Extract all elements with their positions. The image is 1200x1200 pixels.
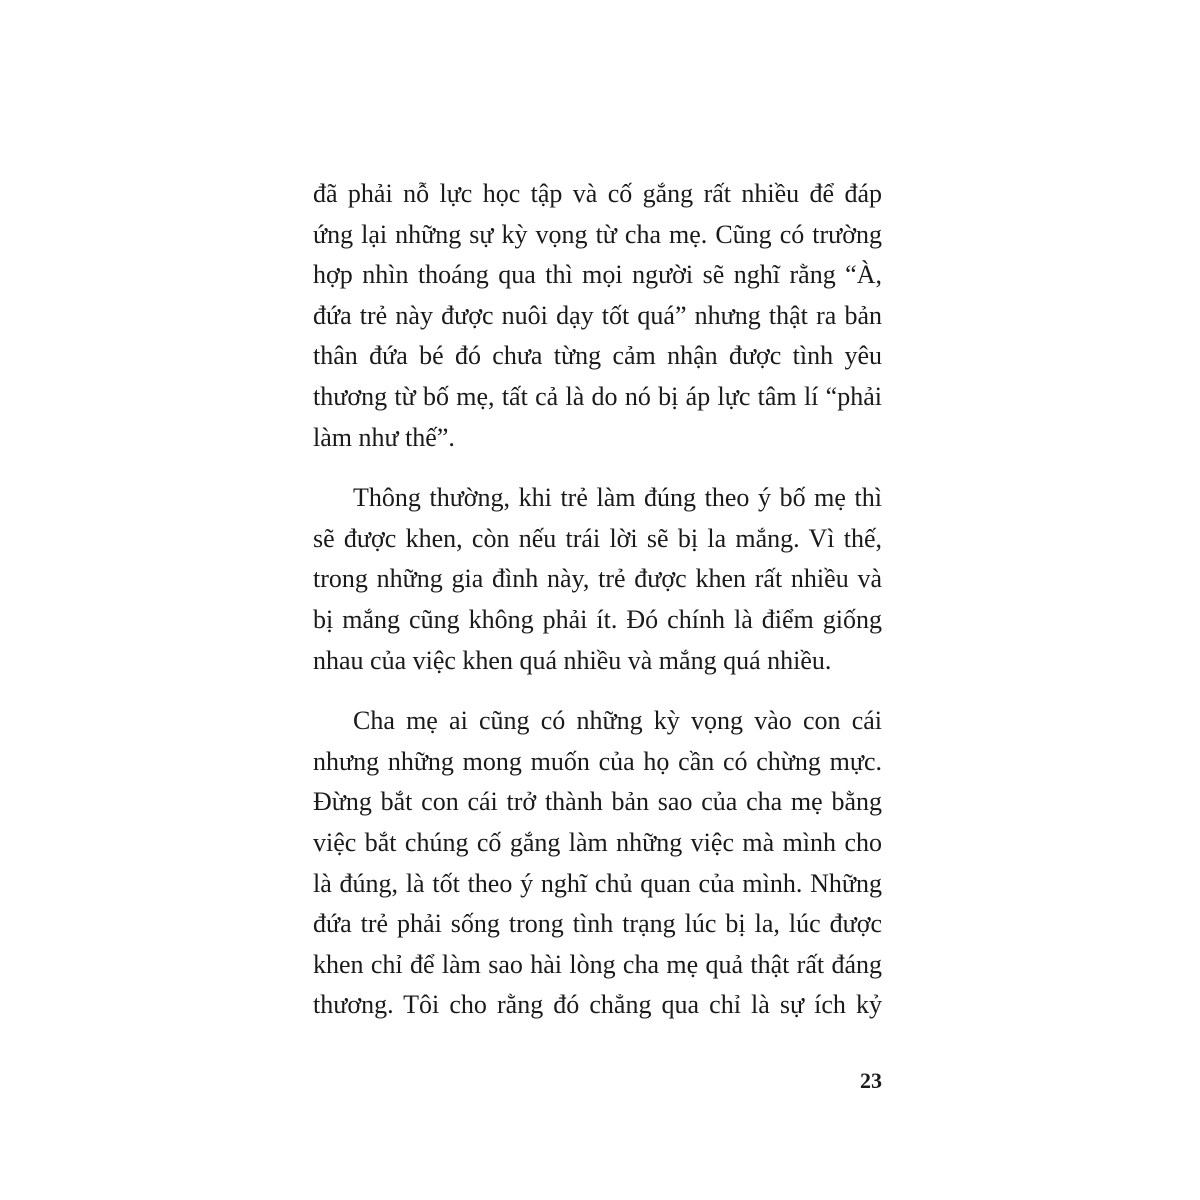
text-line: trong những gia đình này, trẻ được khen rất nhiều và — [313, 564, 882, 594]
text-line: thương. Tôi cho rằng đó chẳng qua chỉ là sự ích kỷ — [313, 990, 882, 1020]
text-line: khen chỉ để làm sao hài lòng cha mẹ quả thật rất đáng — [313, 949, 882, 979]
text-line: thương từ bố mẹ, tất cả là do nó bị áp lực tâm lí “phải — [313, 381, 882, 411]
paragraph-3 — [313, 701, 882, 1026]
text-line: đã phải nỗ lực học tập và cố gắng rất nhiều để đáp — [313, 179, 882, 208]
text-line: Cha mẹ ai cũng có những kỳ vọng vào con cái — [353, 706, 882, 736]
text-line: Đừng bắt con cái trở thành bản sao của cha mẹ bằng — [313, 787, 882, 817]
text-line: Thông thường, khi trẻ làm đúng theo ý bố mẹ thì — [353, 483, 882, 513]
paragraph-1 — [313, 174, 882, 458]
text-line: hợp nhìn thoáng qua thì mọi người sẽ nghĩ rằng “À, — [313, 260, 882, 290]
text-line: đứa trẻ phải sống trong tình trạng lúc bị la, lúc được — [313, 909, 882, 939]
text-line: ứng lại những sự kỳ vọng từ cha mẹ. Cũng có trường — [313, 219, 882, 249]
text-line: nhưng những mong muốn của họ cần có chừng mực. — [313, 746, 882, 776]
paragraph-2 — [313, 478, 882, 681]
page-number: 23 — [860, 1068, 882, 1093]
page-body-text — [313, 174, 882, 1026]
text-line: thân đứa bé đó chưa từng cảm nhận được tình yêu — [313, 341, 882, 371]
text-line: nhau của việc khen quá nhiều và mắng quá nhiều. — [313, 645, 832, 675]
text-line: là đúng, là tốt theo ý nghĩ chủ quan của mình. Những — [313, 868, 882, 898]
text-line: sẽ được khen, còn nếu trái lời sẽ bị la mắng. Vì thế, — [313, 523, 882, 553]
text-line: đứa trẻ này được nuôi dạy tốt quá” nhưng thật ra bản — [313, 300, 882, 330]
text-line: làm như thế”. — [313, 422, 455, 452]
text-line: bị mắng cũng không phải ít. Đó chính là điểm giống — [313, 604, 882, 634]
text-line: việc bắt chúng cố gắng làm những việc mà mình cho — [313, 827, 882, 857]
